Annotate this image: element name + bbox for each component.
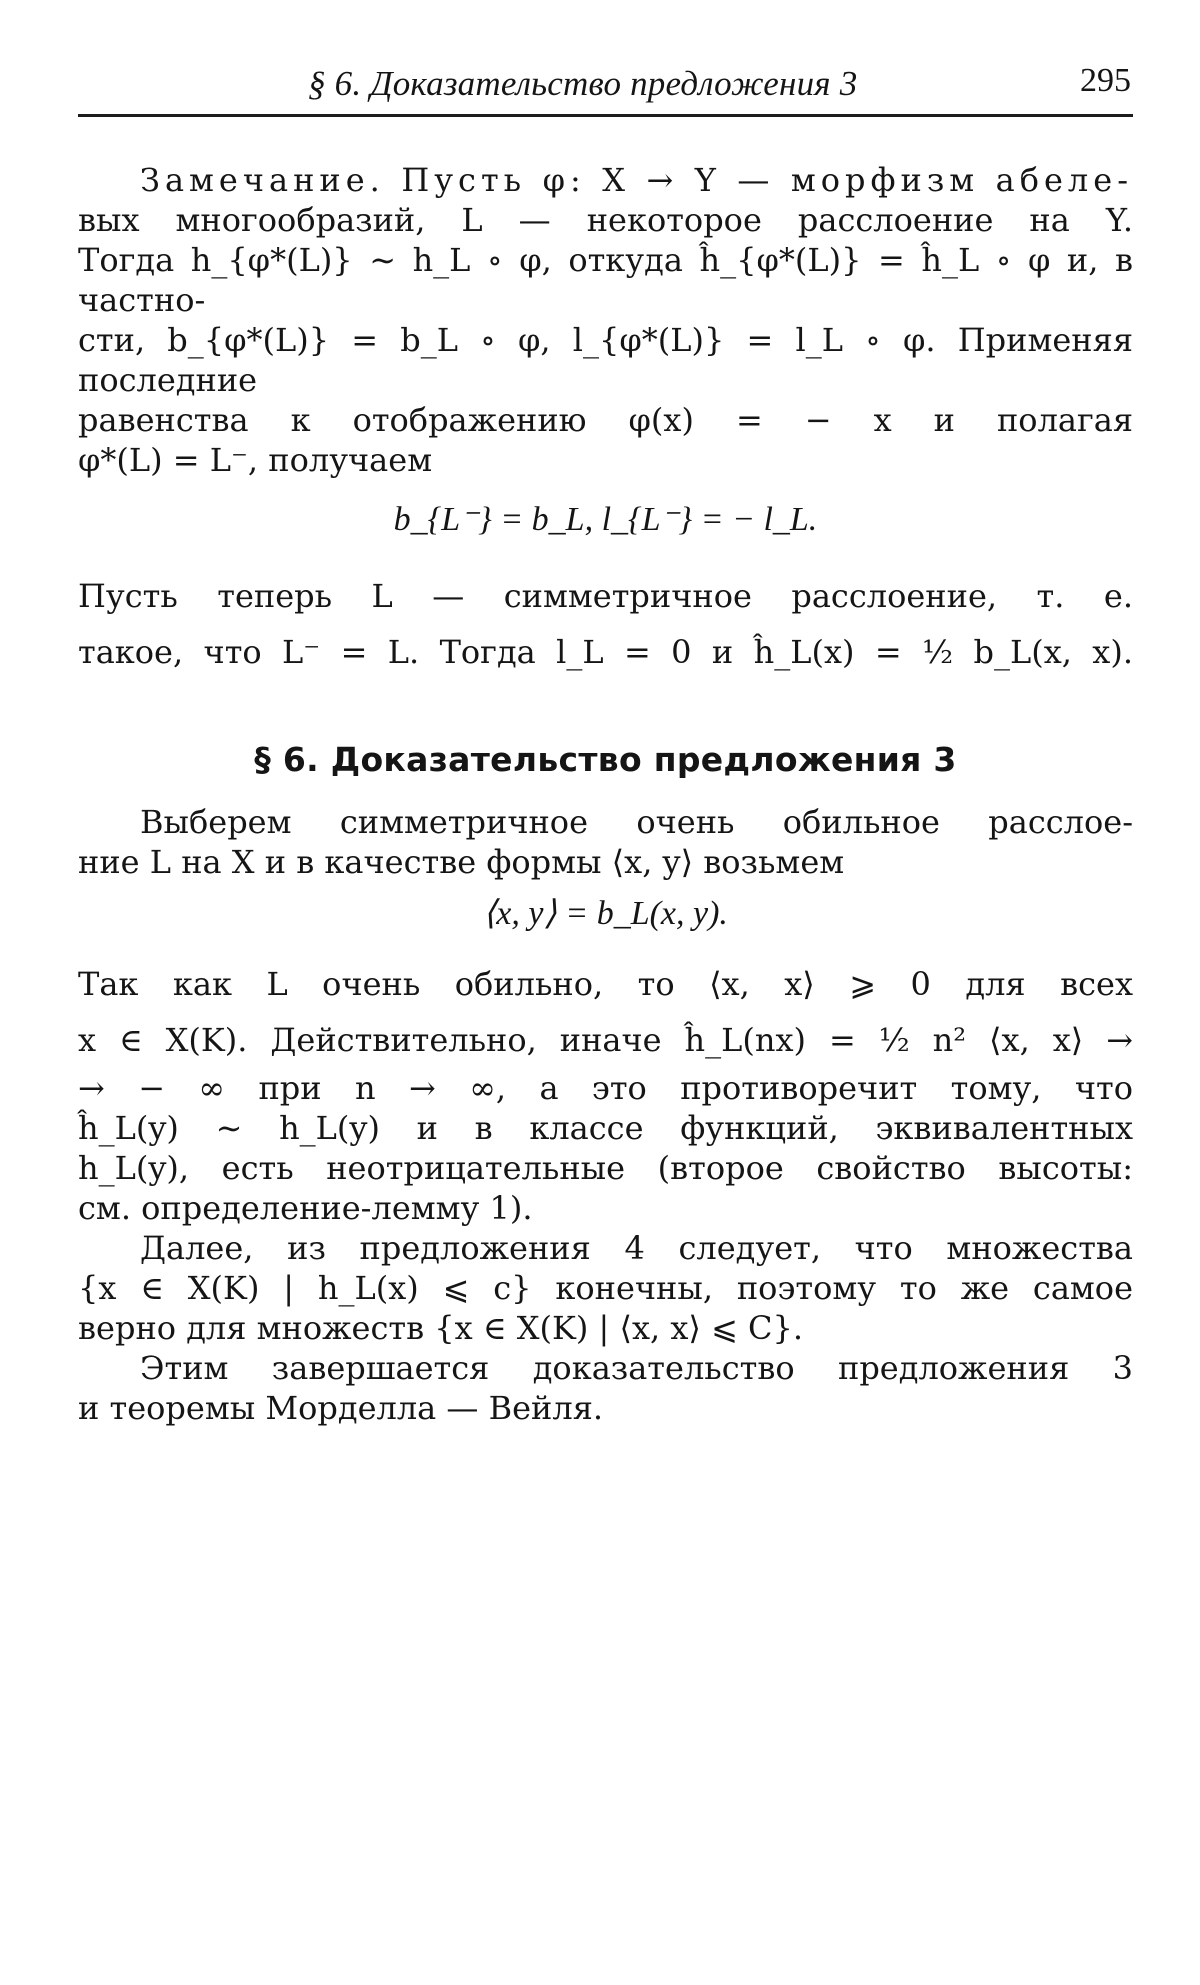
remark-formula: b_{L⁻} = b_L, l_{L⁻} = − l_L. (393, 501, 818, 538)
symmetric-line-2: такое, что L⁻ = L. Тогда l_L = 0 и ĥ_L(x) = ½ b_L(x, x). (78, 633, 1133, 671)
para2-line-1: Так как L очень обильно, то ⟨x, x⟩ ⩾ 0 для всех (78, 965, 1133, 1003)
remark-line-6: φ*(L) = L⁻, получаем (78, 441, 433, 479)
para4-line-1: Этим завершается доказательство предложения 3 (140, 1349, 1133, 1387)
para1-line-1: Выберем симметричное очень обильное расслое- (140, 803, 1133, 841)
page-number: 295 (1080, 62, 1131, 99)
page-body (78, 160, 1133, 1428)
remark-line-2: вых многообразий, L — некоторое расслоение на Y. (78, 201, 1133, 239)
para3-line-1: Далее, из предложения 4 следует, что множества (140, 1229, 1133, 1267)
running-header (78, 60, 1133, 117)
remark-line-4: сти, b_{φ*(L)} = b_L ∘ φ, l_{φ*(L)} = l_L ∘ φ. Применяя последние (78, 321, 1133, 399)
remark-line-5: равенства к отображению φ(x) = − x и полагая (78, 401, 1133, 439)
running-title: § 6. Доказательство предложения 3 (308, 64, 858, 103)
section-heading: § 6. Доказательство предложения 3 (254, 740, 957, 779)
para2-line-3: → − ∞ при n → ∞, а это противоречит тому, что (78, 1069, 1133, 1107)
para2-line-2: x ∈ X(K). Действительно, иначе ĥ_L(nx) = ½ n² ⟨x, x⟩ → (78, 1021, 1133, 1059)
para3-line-2: {x ∈ X(K) | h_L(x) ⩽ c} конечны, поэтому то же самое (78, 1269, 1133, 1307)
para4-line-2: и теоремы Морделла — Вейля. (78, 1389, 604, 1427)
para1-line-2: ние L на X и в качестве формы ⟨x, y⟩ возьмем (78, 843, 845, 881)
remark-line-1: Замечание. Пусть φ: X → Y — морфизм абеле- (140, 161, 1133, 199)
para3-line-3: верно для множеств {x ∈ X(K) | ⟨x, x⟩ ⩽ C}. (78, 1309, 804, 1347)
symmetric-line-1: Пусть теперь L — симметричное расслоение, т. е. (78, 577, 1133, 615)
para2-line-4: ĥ_L(y) ∼ h_L(y) и в классе функций, эквивалентных (78, 1109, 1133, 1147)
section-formula: ⟨x, y⟩ = b_L(x, y). (483, 895, 728, 932)
para2-line-5: h_L(y), есть неотрицательные (второе свойство высоты: (78, 1149, 1133, 1187)
remark-line-3: Тогда h_{φ*(L)} ∼ h_L ∘ φ, откуда ĥ_{φ*(L)} = ĥ_L ∘ φ и, в частно- (78, 241, 1133, 319)
para2-line-6: см. определение-лемму 1). (78, 1189, 533, 1227)
